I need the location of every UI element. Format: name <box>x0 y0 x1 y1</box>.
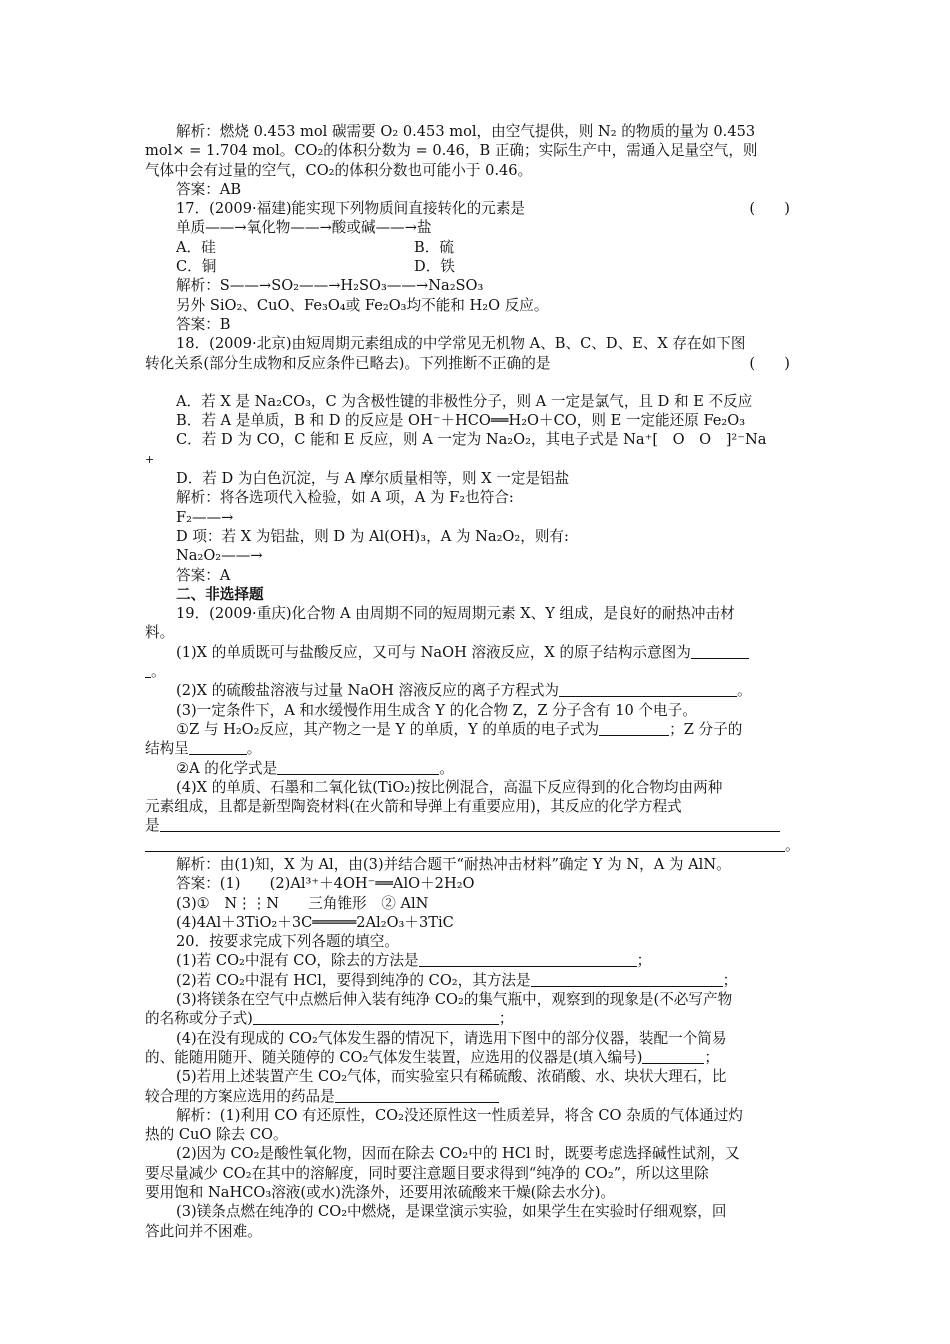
q19-part1-end: 。 <box>151 663 166 681</box>
q20-part4-text: 的、能随用随开、随关随停的 CO₂气体发生装置，应选用的仪器是(填入编号) <box>145 1048 643 1066</box>
q20-part1 <box>145 951 810 970</box>
q18-option-d: D．若 D 为白色沉淀，与 A 摩尔质量相等，则 X 一定是铝盐 <box>176 470 570 488</box>
q20-part2-end: ； <box>722 971 738 989</box>
q19-part1-line1 <box>145 643 810 662</box>
q19-part4-line4 <box>145 836 810 855</box>
q19-part1-blank <box>691 644 749 659</box>
q19-part2-text: (2)X 的硫酸盐溶液与过量 NaOH 溶液反应的离子方程式为 <box>176 682 560 700</box>
q19-part3a-text2: ；Z 分子的 <box>669 720 743 738</box>
q16-analysis-line3: 气体中会有过量的空气，CO₂的体积分数也可能小于 0.46。 <box>145 161 533 179</box>
q18-answer: 答案：A <box>176 566 231 584</box>
q20-part2-text: (2)若 CO₂中混有 HCl，要得到纯净的 CO₂，其方法是 <box>176 971 531 989</box>
q19-part4-line2: 元素组成，且都是新型陶瓷材料(在火箭和导弹上有重要应用)，其反应的化学方程式 <box>145 798 682 816</box>
q20-part1-end: ； <box>636 952 652 970</box>
q19-part3b-text: ②A 的化学式是 <box>176 759 278 777</box>
q19-stem-line1: 19．(2009·重庆)化合物 A 由周期不同的短周期元素 X、Y 组成，是良好的耐热冲击材 <box>176 605 735 623</box>
q16-answer: 答案：AB <box>176 180 242 198</box>
q20-part5-text: 较合理的方案应选用的药品是 <box>145 1087 335 1105</box>
q18-option-a: A．若 X 是 Na₂CO₃，C 为含极性键的非极性分子，则 A 一定是氯气，且 D 和 E 不反应 <box>176 392 753 410</box>
q18-stem-part1: 转化关系(部分生成物和反应条件已略去)。下列推断 <box>145 354 478 372</box>
q17-chain: 单质——→氧化物——→酸或碱——→盐 <box>176 219 432 237</box>
q18-na2o2-scheme: Na₂O₂——→ <box>176 547 263 565</box>
q17-answer: 答案：B <box>176 315 231 333</box>
q18-f2-scheme: F₂——→ <box>176 508 234 526</box>
q18-stem-line1: 18．(2009·北京)由短周期元素组成的中学常见无机物 A、B、C、D、E、X 存在如下图 <box>176 335 746 353</box>
q19-part4-blank2 <box>145 837 785 852</box>
q20-part2 <box>145 971 810 990</box>
q20-part1-blank <box>419 952 637 967</box>
section-heading: 二、非选择题 <box>176 585 264 603</box>
q20-analysis3-line1: (3)镁条点燃在纯净的 CO₂中燃烧，是课堂演示实验，如果学生在实验时仔细观察，回 <box>176 1203 727 1221</box>
q16-analysis-line2: mol× = 1.704 mol。CO₂的体积分数为 = 0.46，B 正确；实际生产中，需通入足量空气，则 <box>145 142 758 160</box>
q17-stem-row <box>145 199 810 218</box>
q20-part5-blank <box>335 1088 499 1103</box>
q20-part1-text: (1)若 CO₂中混有 CO，除去的方法是 <box>176 952 419 970</box>
q19-part3b <box>145 759 810 778</box>
q17-stem: 17．(2009·福建)能实现下列物质间直接转化的元素是 <box>176 200 526 218</box>
q18-stem-part3: 的是 <box>521 354 551 372</box>
q19-part4-blank <box>160 817 780 832</box>
q20-analysis-line1: 解析：(1)利用 CO 有还原性，CO₂没还原性这一性质差异，将含 CO 杂质的气体通过灼 <box>176 1106 743 1124</box>
q19-part3a-text3: 结构呈 <box>145 740 189 758</box>
q20-part3-end: ； <box>498 1010 514 1028</box>
q19-part2-blank <box>559 682 737 697</box>
q19-part2 <box>145 681 810 700</box>
q19-part3: (3)一定条件下，A 和水缓慢作用生成含 Y 的化合物 Z，Z 分子含有 10 个电子。 <box>176 701 697 719</box>
q18-analysis: 解析：将各选项代入检验，如 A 项，A 为 F₂也符合: <box>176 489 514 507</box>
q20-stem: 20．按要求完成下列各题的填空。 <box>176 933 399 951</box>
q18-stem-emphasis: 不正确 <box>477 354 522 372</box>
q17-option-a: A．硅 <box>176 238 216 256</box>
q19-part3a-blank1 <box>599 721 669 736</box>
q20-analysis3-line2: 答此问并不困难。 <box>145 1222 262 1240</box>
q20-part3-line2 <box>145 1009 810 1028</box>
q20-part3-text: 的名称或分子式) <box>145 1010 253 1028</box>
q17-options-row2 <box>145 257 810 276</box>
q19-answer-4: (4)4Al＋3TiO₂＋3C═════2Al₂O₃＋3TiC <box>176 913 454 931</box>
q18-option-b: B．若 A 是单质，B 和 D 的反应是 OH⁻＋HCO══H₂O＋CO，则 E 一定能还原 Fe₂O₃ <box>176 412 746 430</box>
q19-part4-line1: (4)X 的单质、石墨和二氧化钛(TiO₂)按比例混合，高温下反应得到的化合物均由两种 <box>176 778 723 796</box>
q19-part3b-end: 。 <box>439 759 454 777</box>
q20-part4-line2 <box>145 1048 810 1067</box>
document-page <box>145 122 810 1241</box>
q20-part4-blank <box>642 1049 704 1064</box>
q20-part2-blank <box>531 972 723 987</box>
q20-part4-end: ； <box>704 1048 720 1066</box>
q17-extra: 另外 SiO₂、CuO、Fe₃O₄或 Fe₂O₃均不能和 H₂O 反应。 <box>176 296 549 314</box>
q17-option-b: B．硫 <box>414 238 454 256</box>
q19-answer-1-2: 答案：(1) (2)Al³⁺＋4OH⁻══AlO＋2H₂O <box>176 875 475 893</box>
q20-part5-line1: (5)若用上述装置产生 CO₂气体，而实验室只有稀硫酸、浓硝酸、水、块状大理石，比 <box>176 1068 727 1086</box>
q19-part3b-blank <box>277 760 439 775</box>
q19-part4-end: 。 <box>785 836 800 854</box>
q17-options-row1 <box>145 238 810 257</box>
q19-part2-end: 。 <box>737 682 752 700</box>
q20-part4-line1: (4)在没有现成的 CO₂气体发生器的情况下，请选用下图中的部分仪器，装配一个简易 <box>176 1029 727 1047</box>
q19-answer-3: (3)① N⋮⋮N 三角锥形 ② AlN <box>176 894 429 912</box>
q18-diagram-gap <box>145 373 810 392</box>
q18-answer-paren: ( ) <box>749 354 790 372</box>
q20-part3-line1: (3)将镁条在空气中点燃后伸入装有纯净 CO₂的集气瓶中，观察到的现象是(不必写产物 <box>176 991 733 1009</box>
q20-analysis2-line3: 要用饱和 NaHCO₃溶液(或水)洗涤外，还要用浓硫酸来干燥(除去水分)。 <box>145 1184 616 1202</box>
q20-analysis2-line1: (2)因为 CO₂是酸性氧化物，因而在除去 CO₂中的 HCl 时，既要考虑选择碱性试剂，又 <box>176 1145 740 1163</box>
q20-analysis2-line2: 要尽量减少 CO₂在其中的溶解度，同时要注意题目要求得到“纯净的 CO₂”，所以这里除 <box>145 1164 709 1182</box>
q18-option-c: C．若 D 为 CO，C 能和 E 反应，则 A 一定为 Na₂O₂，其电子式是 Na⁺[ O O ]²⁻Na <box>176 431 767 449</box>
q19-part4-line3 <box>145 816 810 835</box>
q20-part3-blank <box>253 1010 499 1025</box>
q17-option-c: C．铜 <box>176 258 217 276</box>
q20-part5-line2 <box>145 1087 810 1106</box>
q17-answer-paren: ( ) <box>749 200 790 218</box>
q19-part3a-line2 <box>145 739 810 758</box>
q19-part4-text: 是 <box>145 817 160 835</box>
q18-stem-line2 <box>145 354 810 373</box>
q19-part3a-line1 <box>145 720 810 739</box>
q19-part3a-blank2 <box>189 740 247 755</box>
q19-part3a-end: 。 <box>246 740 262 758</box>
q18-d-line: D 项：若 X 为铝盐，则 D 为 Al(OH)₃，A 为 Na₂O₂，则有: <box>176 527 569 545</box>
q20-analysis-line2: 热的 CuO 除去 CO。 <box>145 1126 288 1144</box>
q16-analysis-line1: 解析：燃烧 0.453 mol 碳需要 O₂ 0.453 mol，由空气提供，则 N₂ 的物质的量为 0.453 <box>176 123 756 140</box>
q17-option-d: D．铁 <box>414 258 455 276</box>
q19-analysis: 解析：由(1)知，X 为 Al，由(3)并结合题干“耐热冲击材料”确定 Y 为 N，A 为 AlN。 <box>176 855 731 873</box>
q17-analysis: 解析：S——→SO₂——→H₂SO₃——→Na₂SO₃ <box>176 277 484 295</box>
q19-part1-line2 <box>145 662 810 681</box>
q18-option-c-continuation: + <box>145 452 155 466</box>
q19-stem-line2: 料。 <box>145 624 175 642</box>
q19-part1-text: (1)X 的单质既可与盐酸反应，又可与 NaOH 溶液反应，X 的原子结构示意图为 <box>176 643 691 661</box>
q19-part3a-text: ①Z 与 H₂O₂反应，其产物之一是 Y 的单质，Y 的单质的电子式为 <box>176 720 600 738</box>
